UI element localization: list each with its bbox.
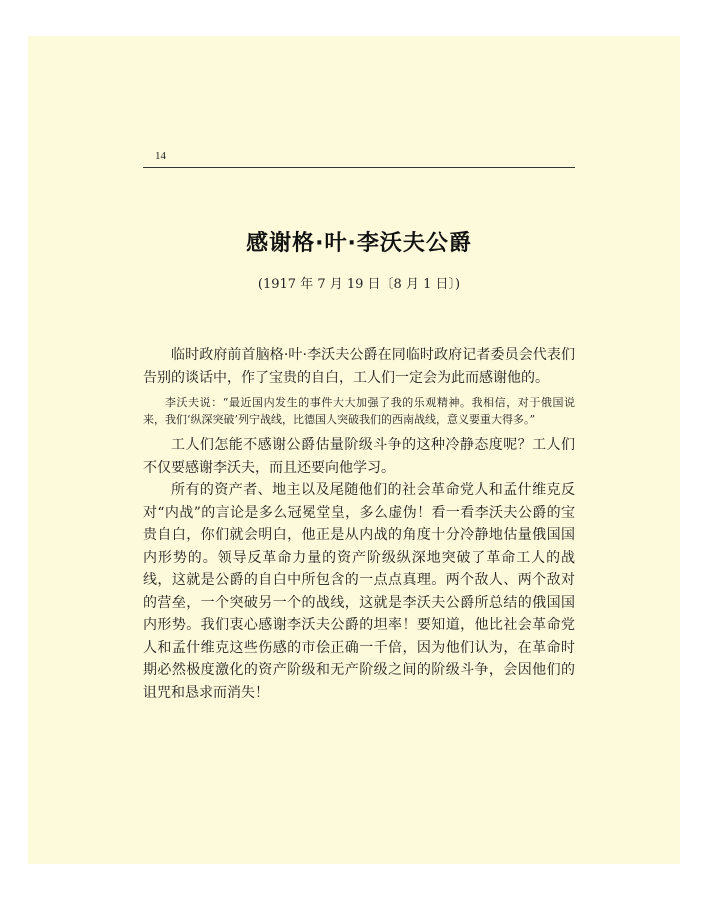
article-date: (1917 年 7 月 19 日〔8 月 1 日〕) [257, 277, 461, 292]
paragraph-1: 临时政府前首脑格·叶·李沃夫公爵在同临时政府记者委员会代表们告别的谈话中，作了宝贵的自白，工人们一定会为此而感谢他的。 [143, 347, 575, 386]
article-title: 感谢格·叶·李沃夫公爵 [246, 231, 472, 256]
paragraph-2: 工人们怎能不感谢公爵估量阶级斗争的这种冷静态度呢？工人们不仅要感谢李沃夫，而且还要向他学习。 [143, 437, 575, 476]
header-rule [143, 167, 575, 168]
paragraph-3: 所有的资产者、地主以及尾随他们的社会革命党人和孟什维克反对“内战”的言论是多么冠冕堂皇，多么虚伪！看一看李沃夫公爵的宝贵自白，你们就会明白，他正是从内战的角度十分冷静地估量俄国国内形势的。领导反革命力量的资产阶级纵深地突破了革命工人的战线，这就是公爵的自白中所包含的一点点真理。两个敌人、两个敌对的营垒，一个突破另一个的战线，这就是李沃夫公爵所总结的俄国国内形势。我们衷心感谢李沃夫公爵的坦率！要知道，他比社会革命党人和孟什维克这些伤感的市侩正确一千倍，因为他们认为，在革命时期必然极度激化的资产阶级和无产阶级之间的阶级斗争，会因他们的诅咒和恳求而消失！ [143, 482, 575, 701]
block-quote: 李沃夫说：“最近国内发生的事件大大加强了我的乐观精神。我相信，对于俄国说来，我们‘纵深突破’列宁战线，比德国人突破我们的西南战线，意义要重大得多。” [143, 396, 575, 426]
page-number: 14 [155, 150, 166, 162]
article-body [143, 344, 575, 704]
